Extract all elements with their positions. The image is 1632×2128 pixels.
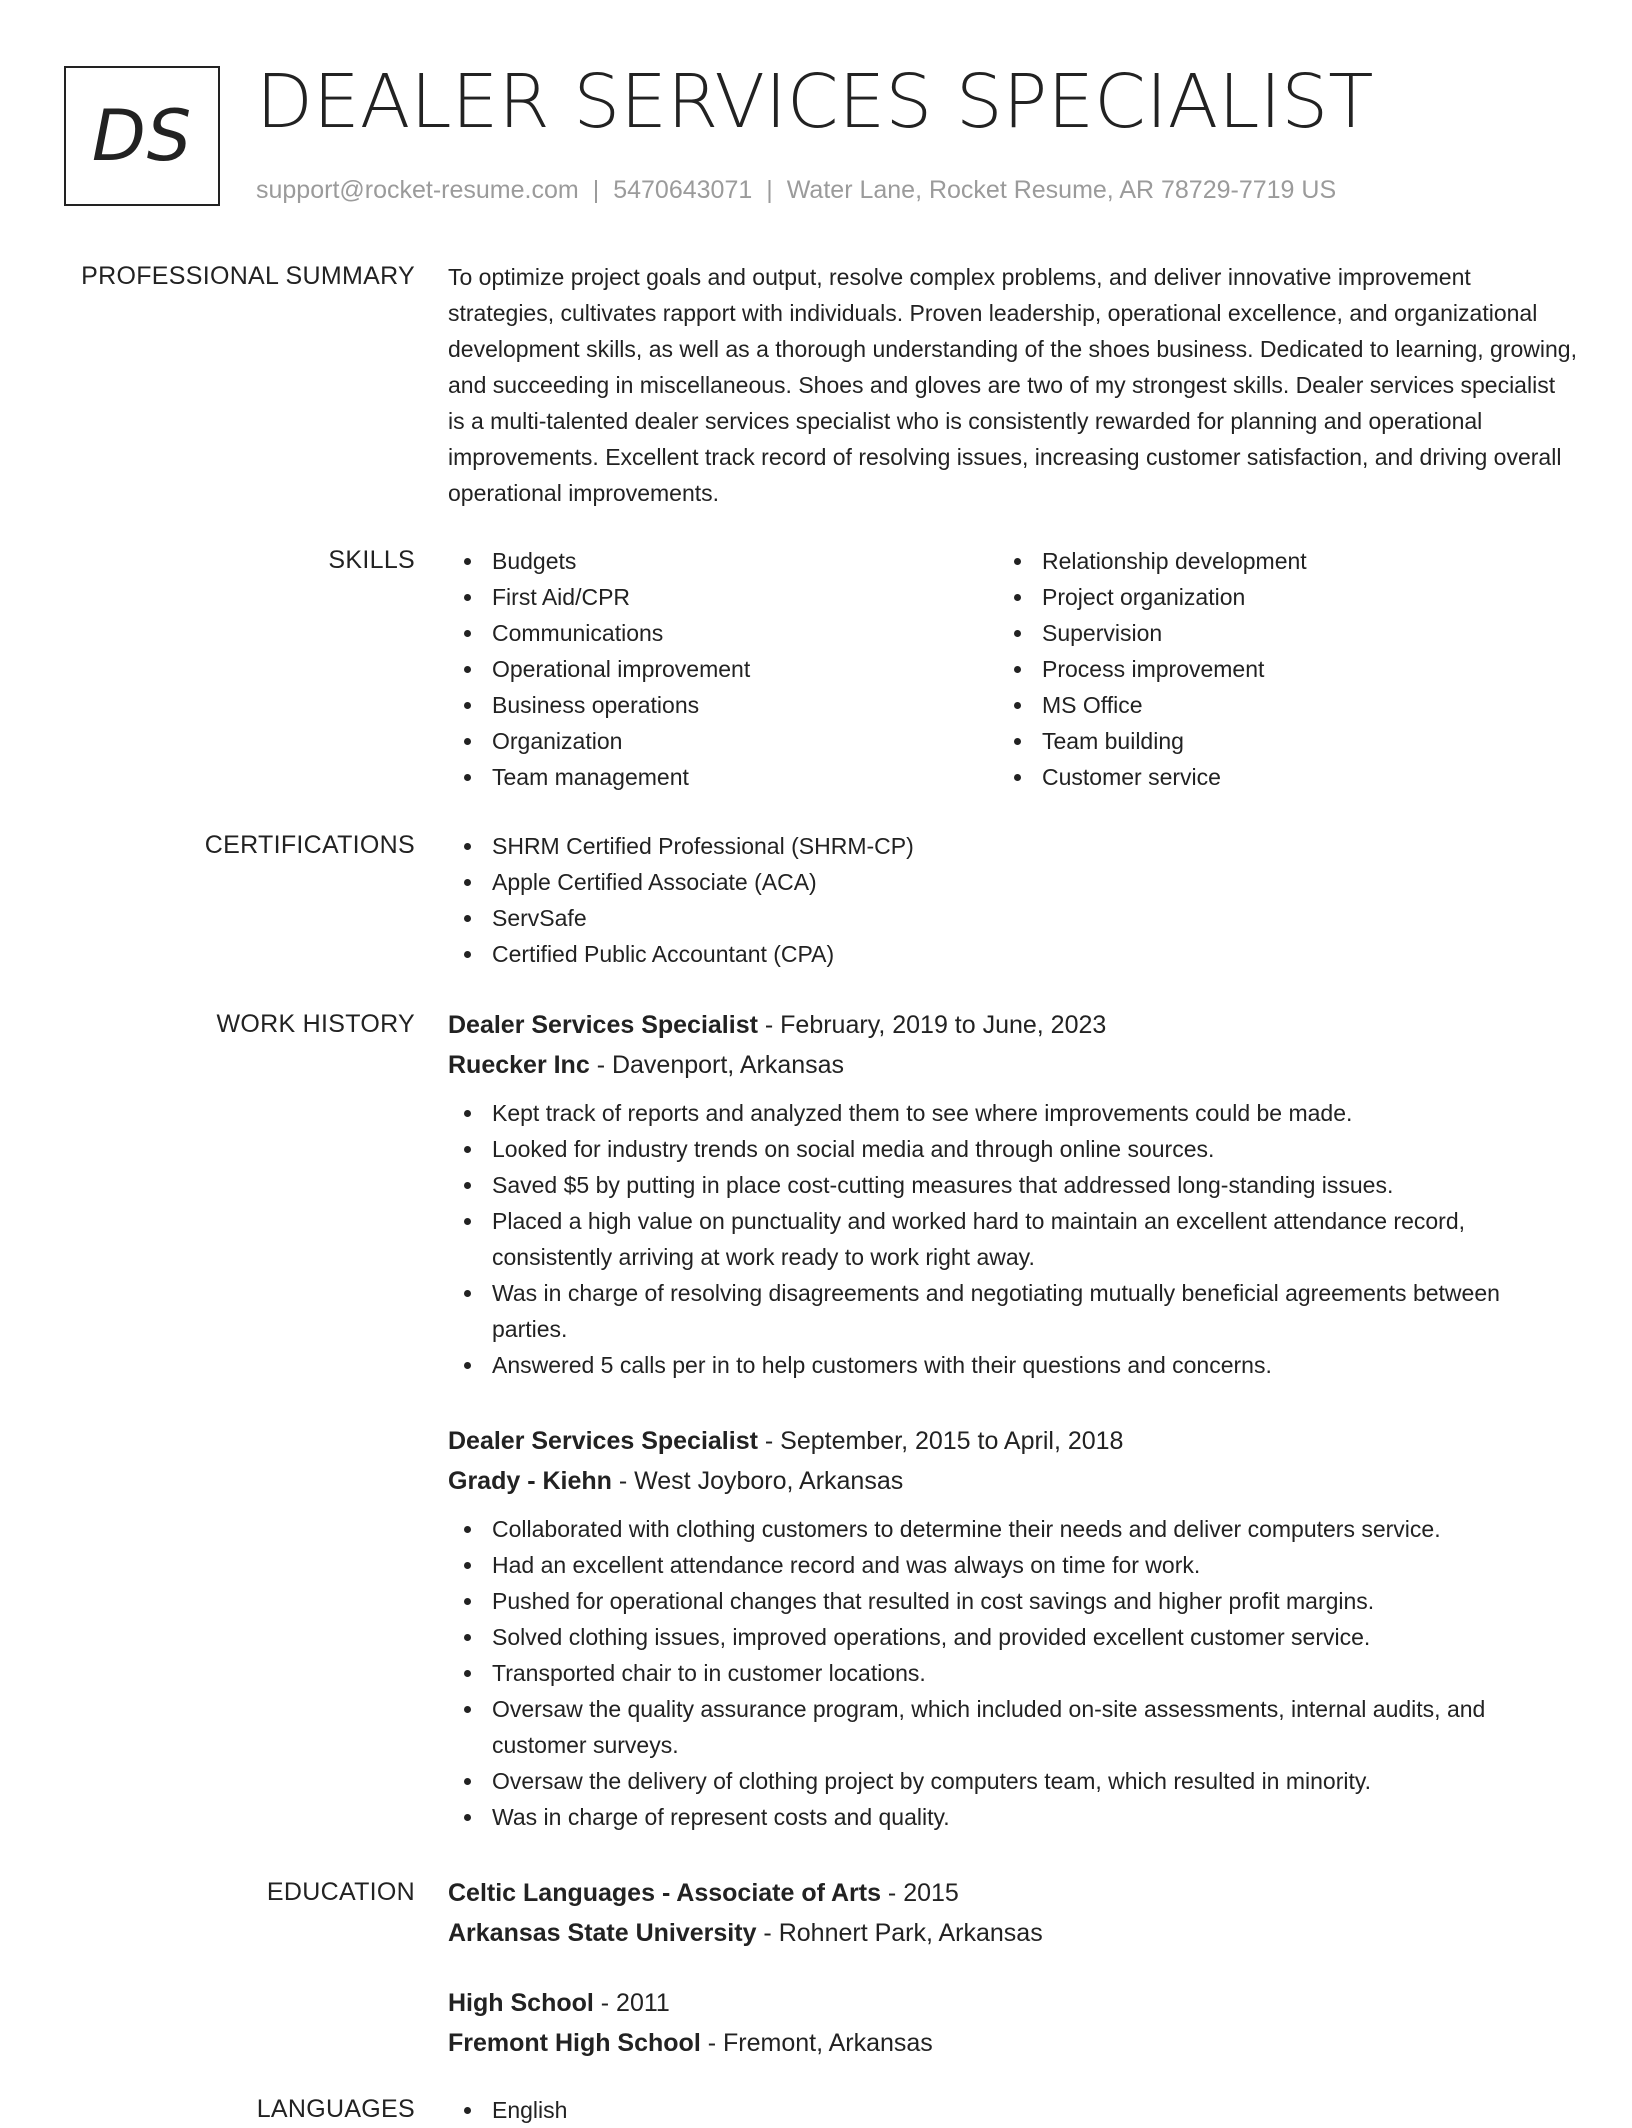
skill-item: MS Office: [998, 687, 1548, 723]
job-bullet: Answered 5 calls per in to help customers with their questions and concerns.: [448, 1347, 1578, 1383]
section-label-skills: SKILLS: [328, 546, 415, 574]
job-bullet: Kept track of reports and analyzed them to see where improvements could be made.: [448, 1095, 1578, 1131]
resume-title: DEALER SERVICES SPECIALIST: [256, 59, 1374, 145]
education-degree-line: [448, 1983, 1578, 2023]
education-degree: High School: [448, 1989, 594, 2017]
job-bullets: [448, 1511, 1578, 1835]
job-bullet: Collaborated with clothing customers to determine their needs and deliver computers service.: [448, 1511, 1578, 1547]
job-company: Grady - Kiehn: [448, 1467, 612, 1495]
job-entry: [448, 1421, 1578, 1835]
section-label-summary: PROFESSIONAL SUMMARY: [81, 262, 415, 290]
job-bullet: Pushed for operational changes that resulted in cost savings and higher profit margins.: [448, 1583, 1578, 1619]
job-title-line: [448, 1005, 1578, 1045]
job-company-line: [448, 1045, 1578, 1085]
education-school: Arkansas State University: [448, 1919, 757, 1947]
job-location: - West Joyboro, Arkansas: [611, 1467, 904, 1495]
education-school: Fremont High School: [448, 2029, 701, 2057]
skill-item: Customer service: [998, 759, 1548, 795]
job-title: Dealer Services Specialist: [448, 1427, 758, 1455]
summary-section: [448, 259, 1578, 511]
job-location: - Davenport, Arkansas: [589, 1051, 845, 1079]
section-label-education: EDUCATION: [266, 1878, 415, 1906]
job-bullet: Looked for industry trends on social media and through online sources.: [448, 1131, 1578, 1167]
skill-item: Team building: [998, 723, 1548, 759]
skills-section: [448, 543, 1578, 795]
certifications-section: [448, 828, 1578, 972]
language-item: English: [448, 2092, 1578, 2128]
skill-item: Project organization: [998, 579, 1548, 615]
certifications-list: [448, 828, 1578, 972]
section-label-certifications: CERTIFICATIONS: [204, 831, 415, 859]
education-degree: Celtic Languages - Associate of Arts: [448, 1879, 881, 1907]
skills-list-left: [448, 543, 998, 795]
education-school-line: [448, 2023, 1578, 2063]
certification-item: Apple Certified Associate (ACA): [448, 864, 1578, 900]
skill-item: Team management: [448, 759, 998, 795]
job-bullet: Transported chair to in customer locations.: [448, 1655, 1578, 1691]
contact-separator: |: [592, 176, 600, 204]
certification-item: ServSafe: [448, 900, 1578, 936]
job-bullet: Solved clothing issues, improved operations, and provided excellent customer service.: [448, 1619, 1578, 1655]
contact-email[interactable]: support@rocket-resume.com: [256, 176, 579, 204]
job-bullet: Oversaw the delivery of clothing project by computers team, which resulted in minority.: [448, 1763, 1578, 1799]
skill-item: Process improvement: [998, 651, 1548, 687]
job-bullet: Placed a high value on punctuality and worked hard to maintain an excellent attendance record, consistently arriving at work ready to work right away.: [448, 1203, 1578, 1275]
skill-item: Operational improvement: [448, 651, 998, 687]
languages-list: [448, 2092, 1578, 2128]
job-dates: - February, 2019 to June, 2023: [757, 1011, 1107, 1039]
education-year: - 2015: [880, 1879, 959, 1907]
job-bullet: Oversaw the quality assurance program, which included on-site assessments, internal audits, and customer surveys.: [448, 1691, 1578, 1763]
education-year: - 2011: [593, 1989, 670, 2017]
education-location: - Fremont, Arkansas: [700, 2029, 933, 2057]
certification-item: SHRM Certified Professional (SHRM-CP): [448, 828, 1578, 864]
education-degree-line: [448, 1873, 1578, 1913]
job-entry: [448, 1005, 1578, 1383]
languages-section: [448, 2092, 1578, 2128]
skill-item: First Aid/CPR: [448, 579, 998, 615]
job-dates: - September, 2015 to April, 2018: [757, 1427, 1124, 1455]
job-bullet: Had an excellent attendance record and was always on time for work.: [448, 1547, 1578, 1583]
skill-item: Organization: [448, 723, 998, 759]
skill-item: Business operations: [448, 687, 998, 723]
section-label-work-history: WORK HISTORY: [216, 1010, 415, 1038]
contact-separator: |: [766, 176, 773, 204]
contact-phone[interactable]: 5470643071: [613, 176, 753, 204]
job-bullets: [448, 1095, 1578, 1383]
education-location: - Rohnert Park, Arkansas: [756, 1919, 1043, 1947]
job-bullet: Saved $5 by putting in place cost-cutting measures that addressed long-standing issues.: [448, 1167, 1578, 1203]
certification-item: Certified Public Accountant (CPA): [448, 936, 1578, 972]
job-title: Dealer Services Specialist: [448, 1011, 758, 1039]
skill-item: Relationship development: [998, 543, 1548, 579]
job-title-line: [448, 1421, 1578, 1461]
monogram-box: [64, 66, 220, 206]
contact-line: [256, 173, 1336, 207]
skill-item: Supervision: [998, 615, 1548, 651]
section-label-languages: LANGUAGES: [256, 2095, 415, 2123]
skill-item: Communications: [448, 615, 998, 651]
job-bullet: Was in charge of resolving disagreements and negotiating mutually beneficial agreements between parties.: [448, 1275, 1578, 1347]
education-entry: [448, 1983, 1578, 2073]
job-company-line: [448, 1461, 1578, 1501]
skill-item: Budgets: [448, 543, 998, 579]
skills-list-right: [998, 543, 1548, 795]
contact-address: Water Lane, Rocket Resume, AR 78729-7719 US: [786, 176, 1337, 204]
monogram-initials: DS: [91, 95, 193, 177]
summary-text: To optimize project goals and output, resolve complex problems, and deliver innovative improvement strategies, cultivates rapport with individuals. Proven leadership, operational excellence, and organizational development skills, as well as a thorough understanding of the shoes business. Dedicated to learning, growing, and succeeding in miscellaneous. Shoes and gloves are two of my strongest skills. Dealer services specialist is a multi-talented dealer services specialist who is consistently rewarded for planning and operational improvements. Excellent track record of resolving issues, increasing customer satisfaction, and driving overall operational improvements.: [448, 264, 1577, 506]
job-company: Ruecker Inc: [448, 1051, 590, 1079]
education-entry: [448, 1873, 1578, 1963]
education-school-line: [448, 1913, 1578, 1953]
job-bullet: Was in charge of represent costs and quality.: [448, 1799, 1578, 1835]
